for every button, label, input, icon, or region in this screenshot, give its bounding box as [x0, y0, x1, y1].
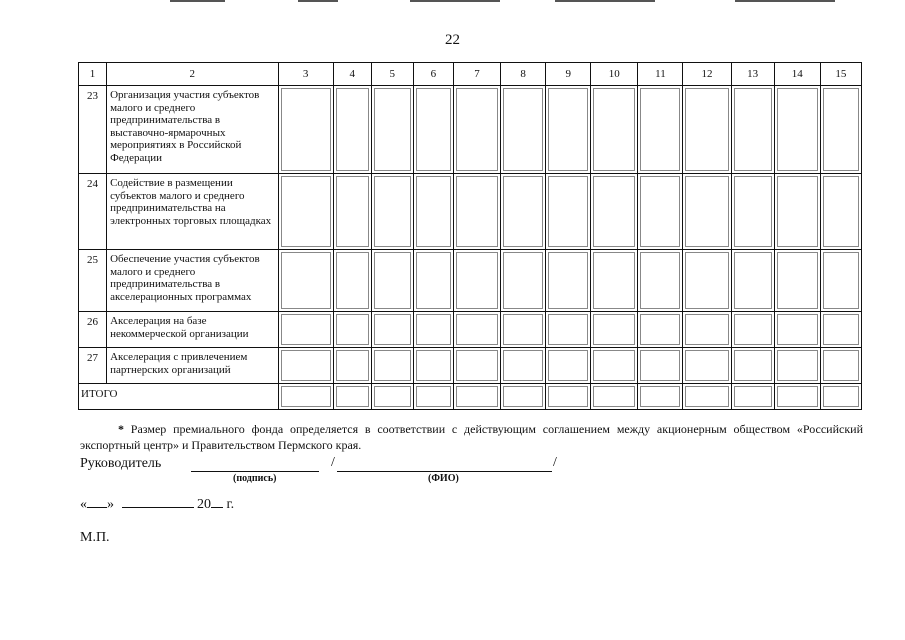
empty-cell: [731, 312, 774, 348]
footnote-marker: *: [118, 422, 124, 436]
signature-label: Руководитель: [80, 456, 162, 471]
top-edge-line: [170, 0, 225, 2]
empty-cell: [820, 86, 861, 174]
empty-cell: [371, 174, 413, 250]
header-cell: 13: [731, 63, 774, 86]
empty-cell: [638, 348, 683, 384]
header-cell: 8: [501, 63, 546, 86]
date-line: [80, 497, 234, 513]
empty-cell: [413, 312, 453, 348]
empty-cell: [413, 348, 453, 384]
row-number: 25: [79, 250, 107, 312]
total-label: ИТОГО: [79, 384, 279, 410]
empty-cell: [638, 174, 683, 250]
empty-cell: [546, 384, 591, 410]
empty-cell: [820, 312, 861, 348]
header-cell: 2: [107, 63, 278, 86]
empty-cell: [501, 250, 546, 312]
empty-cell: [333, 174, 371, 250]
empty-cell: [278, 312, 333, 348]
row-number: 26: [79, 312, 107, 348]
row-number: 24: [79, 174, 107, 250]
header-cell: 11: [638, 63, 683, 86]
name-slash-close: /: [553, 455, 557, 470]
table-row: [79, 86, 862, 174]
empty-cell: [453, 384, 500, 410]
footnote: [80, 421, 863, 453]
empty-cell: [413, 86, 453, 174]
empty-cell: [333, 312, 371, 348]
empty-cell: [413, 384, 453, 410]
top-edge-line: [735, 0, 835, 2]
empty-cell: [731, 384, 774, 410]
empty-cell: [453, 174, 500, 250]
header-cell: 12: [683, 63, 731, 86]
table-row: [79, 348, 862, 384]
empty-cell: [501, 312, 546, 348]
empty-cell: [731, 348, 774, 384]
empty-cell: [333, 384, 371, 410]
header-cell: 14: [774, 63, 820, 86]
empty-cell: [333, 86, 371, 174]
empty-cell: [371, 384, 413, 410]
row-name: Содействие в размещении субъектов малого и среднего предпринимательства на электронных торговых площадках: [107, 174, 278, 250]
signature-line: [191, 457, 319, 472]
signature-caption: (подпись): [233, 473, 277, 484]
empty-cell: [591, 312, 638, 348]
empty-cell: [731, 250, 774, 312]
empty-cell: [413, 174, 453, 250]
empty-cell: [371, 250, 413, 312]
top-edge-line: [298, 0, 338, 2]
empty-cell: [546, 348, 591, 384]
empty-cell: [453, 86, 500, 174]
header-cell: 5: [371, 63, 413, 86]
empty-cell: [591, 384, 638, 410]
empty-cell: [774, 86, 820, 174]
header-cell: 15: [820, 63, 861, 86]
row-name: Организация участия субъектов малого и среднего предпринимательства в выставочно-ярмарочных мероприятиях в Российской Федерации: [107, 86, 278, 174]
empty-cell: [638, 250, 683, 312]
date-close-quote: »: [107, 497, 114, 512]
empty-cell: [683, 312, 731, 348]
page-number: 22: [445, 32, 460, 48]
table-row: [79, 174, 862, 250]
empty-cell: [591, 250, 638, 312]
empty-cell: [546, 174, 591, 250]
table-row: [79, 312, 862, 348]
empty-cell: [774, 174, 820, 250]
total-row: [79, 384, 862, 410]
empty-cell: [820, 384, 861, 410]
empty-cell: [453, 312, 500, 348]
empty-cell: [501, 174, 546, 250]
header-cell: 4: [333, 63, 371, 86]
empty-cell: [774, 384, 820, 410]
empty-cell: [333, 348, 371, 384]
top-edge-line: [410, 0, 500, 2]
empty-cell: [731, 174, 774, 250]
empty-cell: [591, 86, 638, 174]
empty-cell: [638, 384, 683, 410]
empty-cell: [774, 312, 820, 348]
row-name: Акселерация с привлечением партнерских организаций: [107, 348, 278, 384]
report-table: [78, 62, 862, 410]
empty-cell: [683, 250, 731, 312]
empty-cell: [731, 86, 774, 174]
empty-cell: [371, 348, 413, 384]
empty-cell: [278, 348, 333, 384]
header-cell: 6: [413, 63, 453, 86]
row-number: 27: [79, 348, 107, 384]
empty-cell: [820, 250, 861, 312]
top-edge-line: [555, 0, 655, 2]
empty-cell: [774, 250, 820, 312]
row-name: Обеспечение участия субъектов малого и среднего предпринимательства в акселерационных программах: [107, 250, 278, 312]
empty-cell: [683, 384, 731, 410]
empty-cell: [546, 86, 591, 174]
empty-cell: [453, 250, 500, 312]
empty-cell: [638, 312, 683, 348]
empty-cell: [371, 312, 413, 348]
empty-cell: [683, 174, 731, 250]
row-name: Акселерация на базе некоммерческой организации: [107, 312, 278, 348]
empty-cell: [501, 86, 546, 174]
date-year-prefix: 20: [197, 497, 211, 512]
name-slash-open: /: [331, 455, 335, 470]
empty-cell: [683, 348, 731, 384]
empty-cell: [278, 86, 333, 174]
header-cell: 3: [278, 63, 333, 86]
date-open-quote: «: [80, 497, 87, 512]
empty-cell: [333, 250, 371, 312]
empty-cell: [413, 250, 453, 312]
empty-cell: [453, 348, 500, 384]
empty-cell: [591, 348, 638, 384]
empty-cell: [278, 384, 333, 410]
header-cell: 1: [79, 63, 107, 86]
empty-cell: [278, 250, 333, 312]
header-cell: 10: [591, 63, 638, 86]
empty-cell: [501, 348, 546, 384]
empty-cell: [820, 348, 861, 384]
empty-cell: [820, 174, 861, 250]
table-row: [79, 250, 862, 312]
row-number: 23: [79, 86, 107, 174]
empty-cell: [546, 250, 591, 312]
empty-cell: [501, 384, 546, 410]
empty-cell: [638, 86, 683, 174]
empty-cell: [278, 174, 333, 250]
name-line: [337, 457, 552, 472]
empty-cell: [774, 348, 820, 384]
empty-cell: [546, 312, 591, 348]
name-caption: (ФИО): [428, 473, 459, 484]
empty-cell: [591, 174, 638, 250]
footnote-text: Размер премиального фонда определяется в соответствии с действующим соглашением между акционерным обществом «Российский экспортный центр» и Правительством Пермского края.: [80, 422, 863, 452]
header-row: [79, 63, 862, 86]
empty-cell: [371, 86, 413, 174]
date-year-suffix: г.: [226, 497, 235, 512]
header-cell: 7: [453, 63, 500, 86]
header-cell: 9: [546, 63, 591, 86]
stamp-mark: М.П.: [80, 530, 110, 545]
empty-cell: [683, 86, 731, 174]
